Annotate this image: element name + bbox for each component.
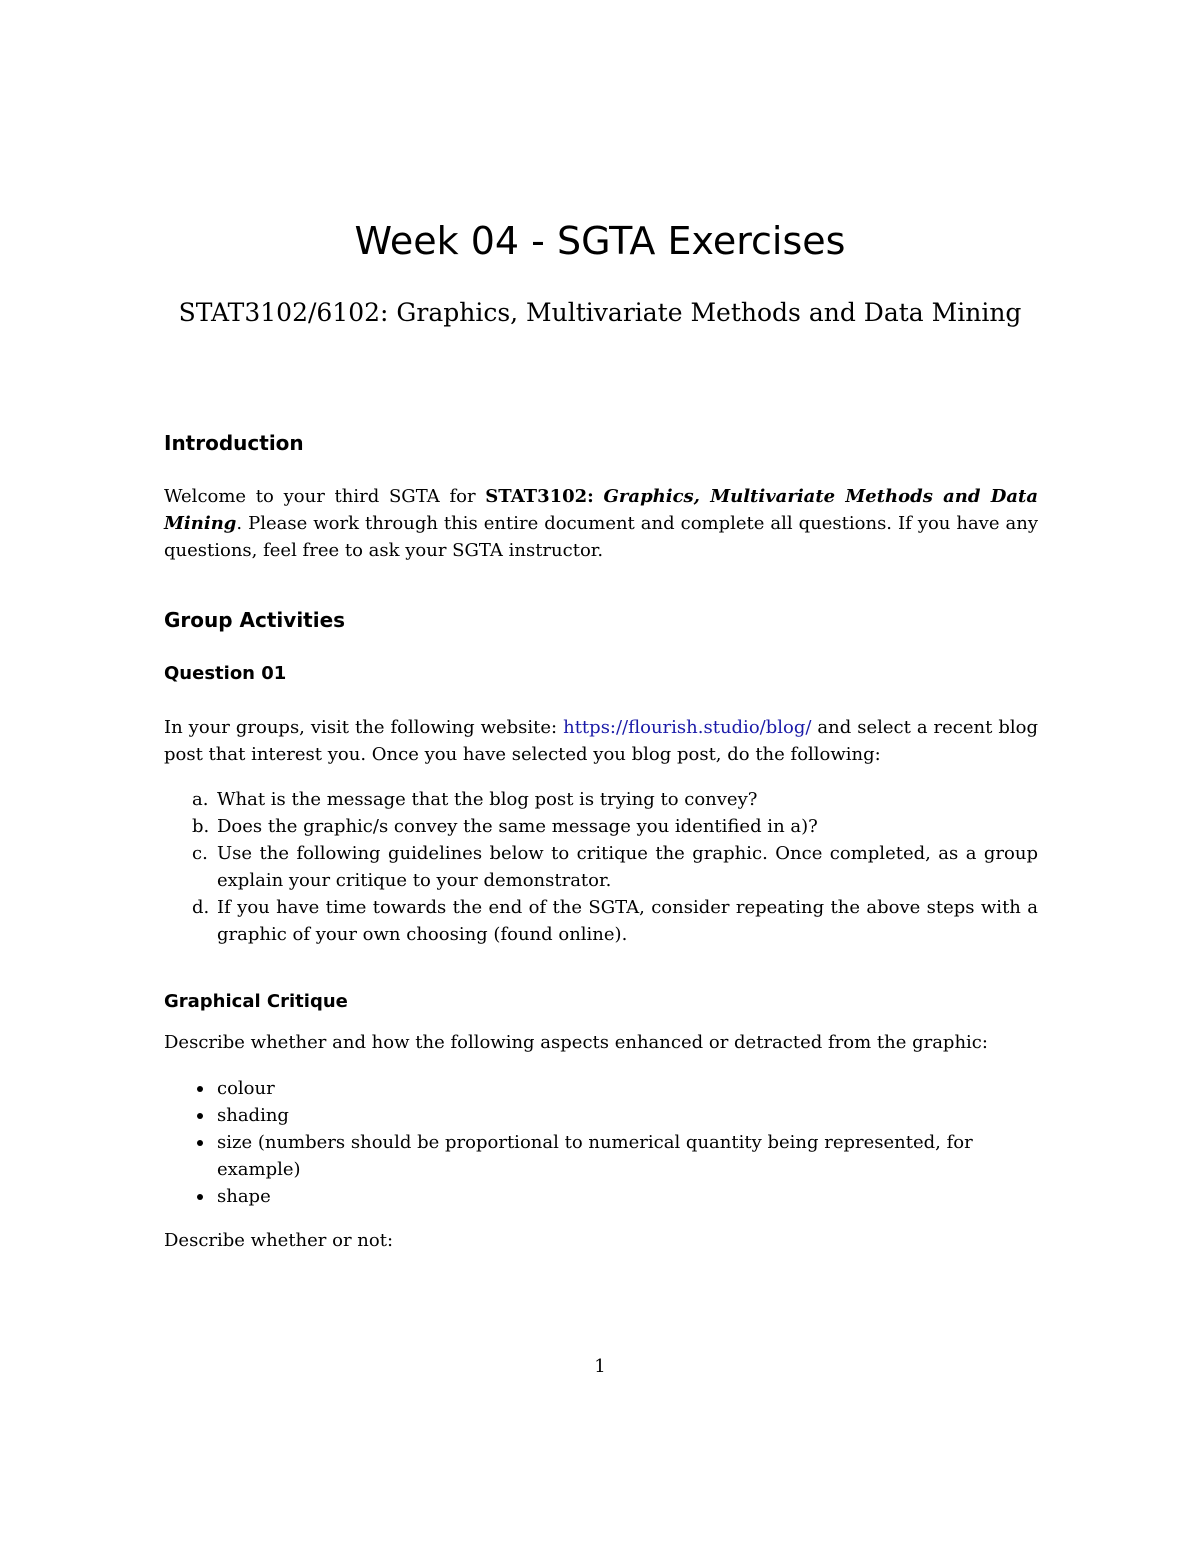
list-item <box>164 813 1038 840</box>
bullet-item <box>164 1183 1038 1210</box>
bullet-item <box>164 1075 1038 1102</box>
intro-text-2: . Please work through this entire document and complete all questions. If you have any questions, feel free to ask your SGTA instructor. <box>164 513 1038 561</box>
question-01-list-wrapper <box>164 786 1038 948</box>
question-01-heading: Question 01 <box>164 663 287 684</box>
list-item-text: What is the message that the blog post is trying to convey? <box>217 789 758 810</box>
question-01-list <box>164 786 1038 948</box>
list-item-text: Does the graphic/s convey the same message you identified in a)? <box>217 816 818 837</box>
list-marker: c. <box>192 843 208 864</box>
introduction-paragraph <box>164 483 1038 564</box>
list-item-text: Use the following guidelines below to critique the graphic. Once completed, as a group explain your critique to your demonstrator. <box>217 843 1038 891</box>
list-marker: d. <box>192 897 210 918</box>
document-title: Week 04 - SGTA Exercises <box>354 219 846 263</box>
flourish-blog-link[interactable]: https://flourish.studio/blog/ <box>563 717 812 738</box>
bullet-dot-icon <box>197 1113 203 1119</box>
question-intro-text-1: In your groups, visit the following website: <box>164 717 564 738</box>
group-activities-heading: Group Activities <box>164 608 346 632</box>
bullet-text: colour <box>217 1078 275 1099</box>
bullet-item <box>164 1102 1038 1129</box>
critique-bullets-wrapper <box>164 1075 1038 1210</box>
list-item <box>164 840 1038 894</box>
course-code: STAT3102: <box>485 486 594 507</box>
question-01-intro <box>164 714 1038 768</box>
graphical-critique-heading: Graphical Critique <box>164 991 348 1012</box>
bullet-text: size (numbers should be proportional to numerical quantity being represented, for example) <box>217 1132 973 1180</box>
page-number: 1 <box>594 1356 606 1377</box>
list-item <box>164 786 1038 813</box>
critique-bullets <box>164 1075 1038 1210</box>
list-item-text: If you have time towards the end of the SGTA, consider repeating the above steps with a graphic of your own choosing (found online). <box>217 897 1038 945</box>
graphical-critique-intro: Describe whether and how the following aspects enhanced or detracted from the graphic: <box>164 1032 988 1053</box>
bullet-text: shading <box>217 1105 289 1126</box>
list-marker: a. <box>192 789 209 810</box>
bullet-dot-icon <box>197 1194 203 1200</box>
document-subtitle: STAT3102/6102: Graphics, Multivariate Methods and Data Mining <box>178 298 1022 327</box>
course-name: Graphics, Multivariate Methods and Data Mining <box>164 486 1038 534</box>
list-item <box>164 894 1038 948</box>
bullet-dot-icon <box>197 1086 203 1092</box>
graphical-critique-outro: Describe whether or not: <box>164 1230 394 1251</box>
graphical-critique-outro-wrapper <box>164 1227 1038 1254</box>
bullet-item <box>164 1129 1038 1183</box>
introduction-heading: Introduction <box>164 431 304 455</box>
introduction-body <box>164 483 1038 564</box>
bullet-dot-icon <box>197 1140 203 1146</box>
bullet-text: shape <box>217 1186 271 1207</box>
graphical-critique-intro-wrapper <box>164 1029 1038 1056</box>
intro-text-1: Welcome to your third SGTA for <box>164 486 486 507</box>
question-01-body <box>164 714 1038 768</box>
question-intro-text-2: and select a recent blog post that interest you. Once you have selected you blog post, do the following: <box>164 717 1038 765</box>
list-marker: b. <box>192 816 210 837</box>
